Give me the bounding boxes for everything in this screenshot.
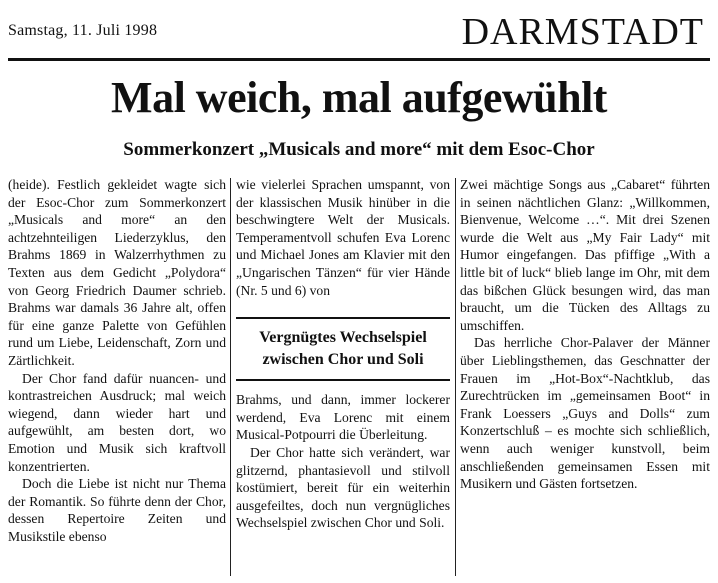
column-3 [460, 176, 710, 493]
paragraph: Das herrliche Chor-Palaver der Männer über Lieblingsthemen, das Geschnatter der Frauen im „Hot-Box“-Nachtklub, das Zurechtrücken im „gemeinsamen Boot“ in Frank Loessers „Guys and Dolls“ zum Konzertschluß – es mochte sich schließlich, wenn auch weniger kunstvoll, beim anschließenden gemeinsamen Essen mit Musikern und Gästen fortsetzen. [460, 335, 710, 492]
headline: Mal weich, mal aufgewühlt [111, 73, 607, 122]
header-rule [8, 58, 710, 61]
section-title: DARMSTADT [461, 11, 704, 53]
paragraph: Der Chor hatte sich verändert, war glitzernd, phantasievoll und stilvoll kostümiert, bereit für ein weiterhin ausgefeiltes, doch nun vergnügliches Wechselspiel zwischen Chor und Soli. [236, 444, 450, 531]
column-2 [236, 176, 450, 532]
paragraph: Zwei mächtige Songs aus „Cabaret“ führten in seinen nächtlichen Glanz: „Willkommen, Bienvenue, Welcome …“. Mit drei Szenen wurde die Welt aus „My Fair Lady“ mit Humor eingefangen. Das pfiffige „With a little bit of luck“ blieb lange im Ohr, mit dem das bißchen Glück besungen wird, das man braucht, um die Tücken des Alltags zu umschiffen. [460, 177, 710, 333]
column-1 [8, 176, 226, 545]
column-divider [230, 178, 231, 576]
dateline: Samstag, 11. Juli 1998 [8, 22, 158, 39]
paragraph: Brahms, und dann, immer lockerer werdend, Eva Lorenc mit einem Musical-Potpourri die Überleitung. [236, 392, 450, 443]
interheadline: Vergnügtes Wechselspiel zwischen Chor und Soli [236, 317, 450, 381]
paragraph: Der Chor fand dafür nuancen- und kontrastreichen Ausdruck; mal weich wiegend, dann wieder hart und aufgewühlt, am besten dort, wo Emotion und Musik sich kraftvoll konzentrierten. [8, 370, 226, 474]
column-divider [455, 178, 456, 576]
paragraph: Doch die Liebe ist nicht nur Thema der Romantik. So führte denn der Chor, dessen Repertoire Zeiten und Musikstile ebenso [8, 476, 226, 544]
paragraph: wie vielerlei Sprachen umspannt, von der klassischen Musik hinüber in die beschwingtere Welt der Musicals. Temperamentvoll schufen Eva Lorenc und Michael Jones am Klavier mit den „Ungarischen Tänzen“ für vier Hände (Nr. 5 und 6) von [236, 177, 450, 298]
paragraph: (heide). Festlich gekleidet wagte sich der Esoc-Chor zum Sommerkonzert „Musicals and more“ an den achtzehnteiligen Liederzyklus, den Brahms 1869 in Walzerrhythmen zu Texten aus dem Gedicht „Polydora“ von Georg Friedrich Daumer schrieb. Brahms war damals 36 Jahre alt, offen für eine ganze Palette von Gefühlen rund um Liebe, Leidenschaft, Zorn und Zärtlichkeit. [8, 177, 226, 368]
subheadline: Sommerkonzert „Musicals and more“ mit dem Esoc-Chor [123, 139, 595, 160]
